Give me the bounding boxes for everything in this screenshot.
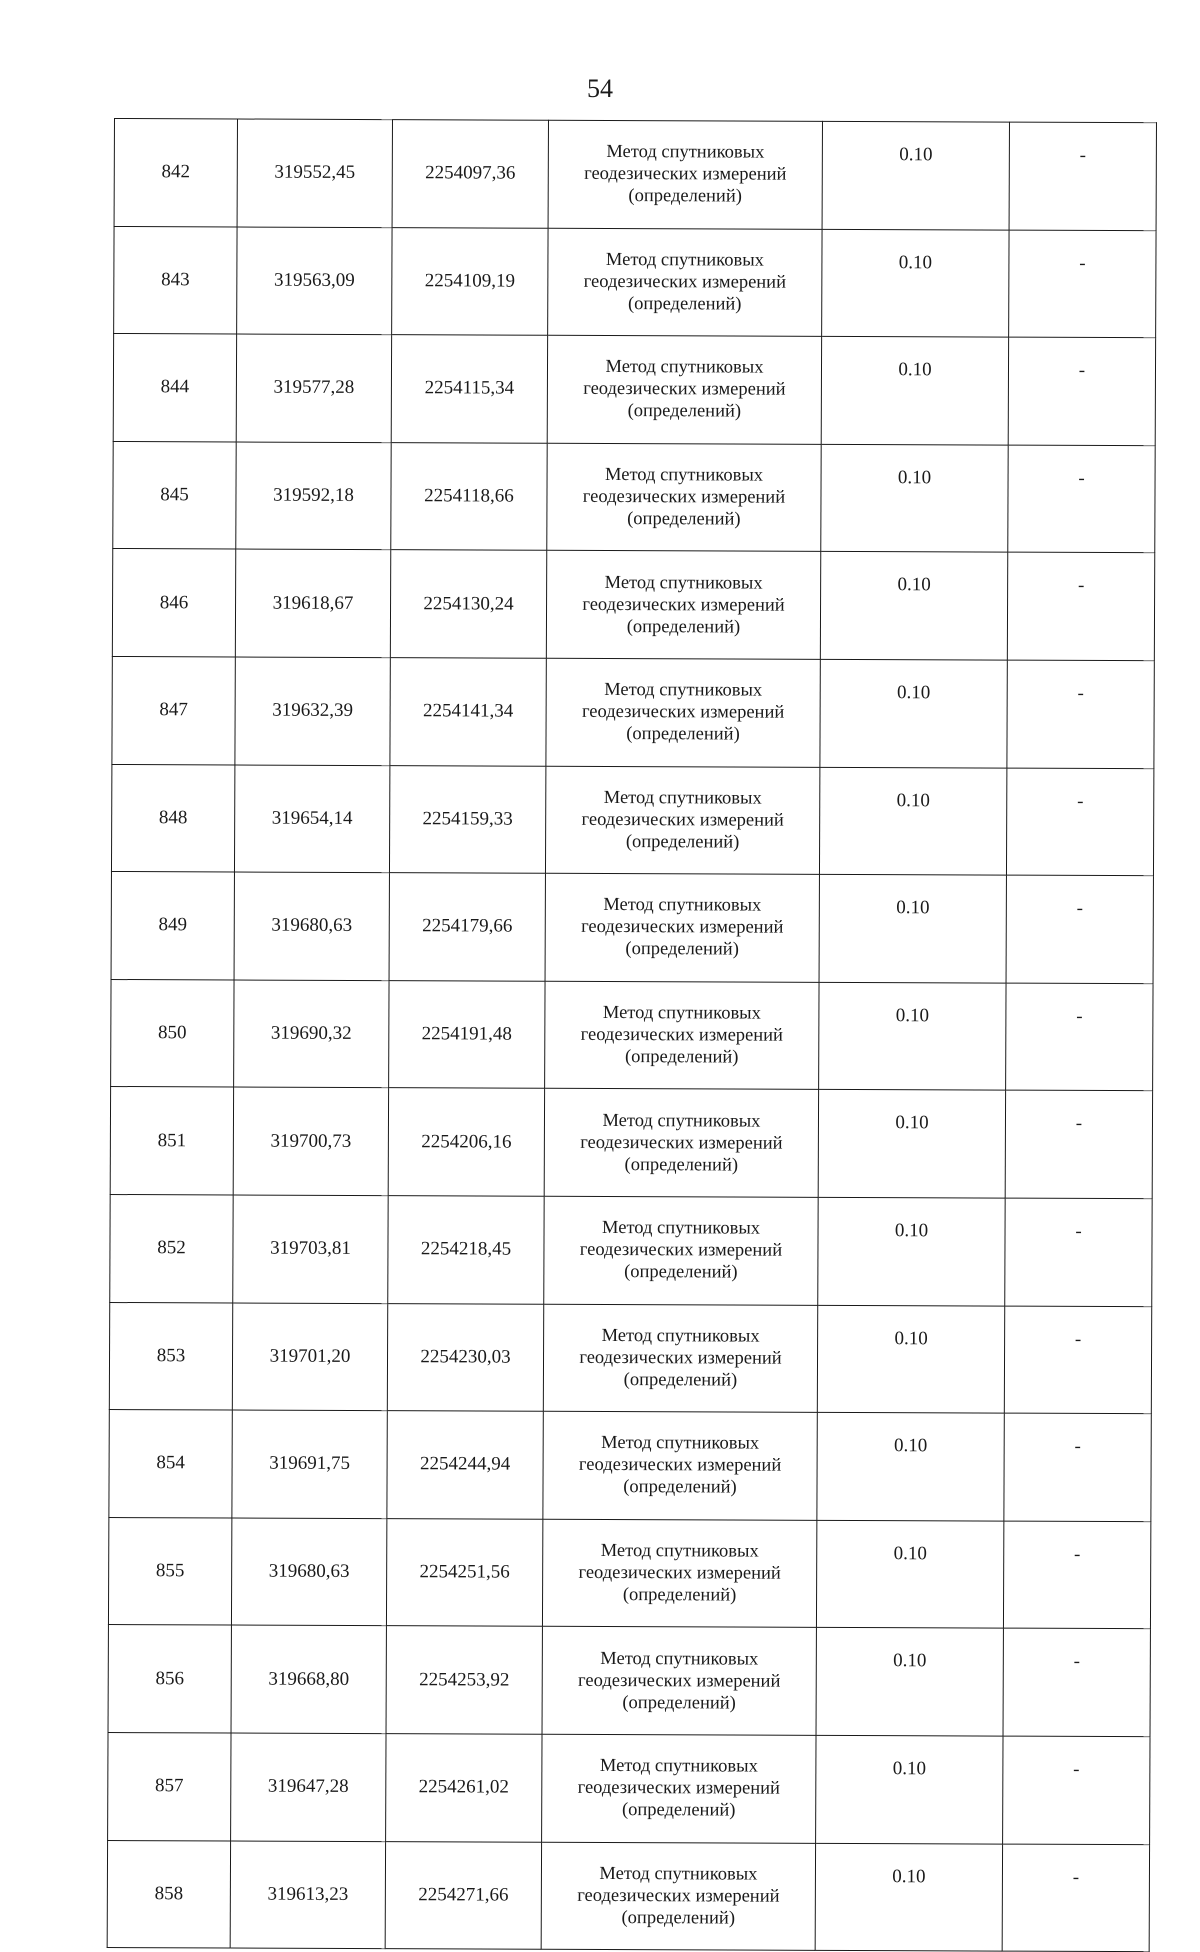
method-cell [546, 658, 820, 767]
y-coordinate-cell: 2254141,34 [390, 658, 546, 766]
x-coordinate-cell: 319691,75 [232, 1410, 387, 1518]
accuracy-cell: 0.10 [818, 1090, 1005, 1198]
method-line: геодезических измерений [583, 271, 787, 293]
method-line: геодезических измерений [581, 917, 784, 939]
accuracy-cell: 0.10 [820, 659, 1007, 767]
method-line: геодезических измерений [577, 1778, 780, 1799]
method-line: Метод спутниковых [600, 1540, 759, 1562]
point-number-cell: 858 [107, 1840, 230, 1948]
method-line: Метод спутниковых [605, 249, 764, 271]
method-cell [542, 1627, 816, 1736]
accuracy-cell: 0.10 [822, 229, 1009, 337]
accuracy-cell: 0.10 [819, 982, 1006, 1090]
point-number-cell: 856 [108, 1625, 231, 1733]
method-line: геодезических измерений [579, 1240, 783, 1261]
table-row [108, 1732, 1150, 1844]
method-line: (определений) [627, 401, 742, 423]
method-line: геодезических измерений [578, 1455, 782, 1477]
method-line: геодезических измерений [579, 1347, 782, 1369]
table-row [108, 1517, 1150, 1629]
note-cell: - [1006, 983, 1153, 1091]
x-coordinate-cell: 319552,45 [237, 119, 392, 227]
method-line: геодезических измерений [582, 486, 786, 508]
table-row [110, 1087, 1152, 1199]
method-cell [542, 1519, 816, 1628]
y-coordinate-cell: 2254115,34 [391, 335, 547, 443]
table-row [113, 441, 1155, 553]
table-row [109, 1302, 1151, 1414]
method-line: Метод спутниковых [603, 895, 762, 917]
method-line: Метод спутниковых [602, 1218, 761, 1239]
note-cell: - [1008, 337, 1155, 445]
y-coordinate-cell: 2254130,24 [390, 550, 546, 658]
method-line: Метод спутниковых [602, 1003, 761, 1024]
note-cell: - [1003, 1628, 1150, 1736]
method-line: Метод спутниковых [599, 1863, 758, 1885]
table-row [112, 656, 1154, 768]
y-coordinate-cell: 2254191,48 [389, 980, 545, 1088]
table-row [107, 1840, 1149, 1952]
y-coordinate-cell: 2254244,94 [387, 1411, 543, 1519]
point-number-cell: 847 [112, 656, 235, 764]
note-cell: - [1005, 1198, 1152, 1306]
method-line: (определений) [622, 1692, 736, 1714]
method-cell [541, 1842, 815, 1951]
method-line: Метод спутниковых [600, 1648, 759, 1670]
method-line: Метод спутниковых [604, 572, 763, 594]
x-coordinate-cell: 319563,09 [237, 227, 392, 335]
accuracy-cell: 0.10 [816, 1628, 1003, 1736]
coordinates-table [107, 118, 1157, 1952]
method-cell [544, 1196, 818, 1305]
method-line: Метод спутниковых [606, 142, 765, 163]
method-line: Метод спутниковых [605, 465, 764, 486]
table-row [109, 1410, 1151, 1522]
note-cell: - [1009, 230, 1156, 338]
method-line: (определений) [623, 1477, 737, 1498]
table-row [110, 1194, 1152, 1306]
method-line: геодезических измерений [580, 1132, 783, 1154]
point-number-cell: 852 [110, 1194, 233, 1302]
point-number-cell: 849 [111, 872, 234, 980]
point-number-cell: 848 [111, 764, 234, 872]
point-number-cell: 846 [112, 549, 235, 657]
method-cell [544, 1089, 818, 1198]
method-cell [546, 551, 820, 660]
accuracy-cell: 0.10 [820, 552, 1007, 660]
point-number-cell: 845 [113, 441, 236, 549]
table-row [114, 119, 1156, 231]
x-coordinate-cell: 319703,81 [233, 1195, 388, 1303]
table-row [111, 764, 1153, 876]
point-number-cell: 857 [108, 1732, 231, 1840]
x-coordinate-cell: 319700,73 [233, 1087, 388, 1195]
method-cell [542, 1734, 816, 1843]
point-number-cell: 853 [109, 1302, 232, 1410]
method-line: Метод спутниковых [601, 1433, 760, 1455]
x-coordinate-cell: 319647,28 [231, 1733, 386, 1841]
method-line: (определений) [627, 509, 741, 530]
x-coordinate-cell: 319668,80 [231, 1625, 386, 1733]
method-line: Метод спутниковых [601, 1325, 760, 1347]
x-coordinate-cell: 319680,63 [231, 1518, 386, 1626]
point-number-cell: 855 [108, 1517, 231, 1625]
y-coordinate-cell: 2254206,16 [388, 1088, 544, 1196]
y-coordinate-cell: 2254118,66 [391, 442, 547, 550]
method-cell [545, 981, 819, 1090]
table-row [113, 334, 1155, 446]
note-cell: - [1007, 552, 1154, 660]
method-line: Метод спутниковых [599, 1756, 758, 1777]
method-line: (определений) [621, 1907, 736, 1929]
accuracy-cell: 0.10 [821, 337, 1008, 445]
point-number-cell: 843 [114, 226, 237, 334]
note-cell: - [1005, 1090, 1152, 1198]
x-coordinate-cell: 319654,14 [234, 765, 389, 873]
x-coordinate-cell: 319701,20 [232, 1303, 387, 1411]
method-line: (определений) [625, 939, 739, 960]
note-cell: - [1004, 1306, 1151, 1414]
method-line: (определений) [628, 186, 742, 207]
method-line: (определений) [624, 1262, 738, 1283]
table-row [111, 979, 1153, 1091]
accuracy-cell: 0.10 [817, 1305, 1004, 1413]
x-coordinate-cell: 319632,39 [235, 657, 390, 765]
accuracy-cell: 0.10 [818, 1197, 1005, 1305]
accuracy-cell: 0.10 [817, 1412, 1004, 1520]
method-line: (определений) [624, 1047, 739, 1068]
method-line: геодезических измерений [580, 1024, 784, 1046]
note-cell: - [1002, 1844, 1149, 1952]
method-line: (определений) [621, 1800, 736, 1821]
method-line: (определений) [625, 831, 740, 853]
method-line: геодезических измерений [581, 809, 784, 831]
method-line: (определений) [622, 1585, 737, 1606]
method-line: (определений) [624, 1154, 739, 1176]
method-line: Метод спутниковых [603, 787, 762, 809]
note-cell: - [1007, 660, 1154, 768]
x-coordinate-cell: 319680,63 [234, 872, 389, 980]
method-cell [545, 873, 819, 982]
method-line: (определений) [626, 724, 740, 745]
note-cell: - [1006, 875, 1153, 983]
x-coordinate-cell: 319618,67 [235, 549, 390, 657]
method-line: геодезических измерений [584, 164, 787, 185]
method-line: Метод спутниковых [604, 680, 763, 701]
accuracy-cell: 0.10 [819, 874, 1006, 982]
method-cell [543, 1304, 817, 1413]
y-coordinate-cell: 2254179,66 [389, 873, 545, 981]
y-coordinate-cell: 2254271,66 [385, 1841, 541, 1949]
accuracy-cell: 0.10 [816, 1520, 1003, 1628]
note-cell: - [1003, 1521, 1150, 1629]
table-body [107, 119, 1156, 1952]
method-line: геодезических измерений [577, 1885, 780, 1907]
x-coordinate-cell: 319613,23 [230, 1840, 385, 1948]
table-row [108, 1625, 1150, 1737]
point-number-cell: 842 [114, 119, 237, 227]
method-line: (определений) [623, 1369, 738, 1391]
note-cell: - [1008, 445, 1155, 553]
note-cell: - [1006, 768, 1153, 876]
y-coordinate-cell: 2254218,45 [388, 1196, 544, 1304]
point-number-cell: 854 [109, 1410, 232, 1518]
table-row [112, 549, 1154, 661]
point-number-cell: 851 [110, 1087, 233, 1195]
method-line: (определений) [626, 616, 741, 638]
method-cell [547, 443, 821, 552]
x-coordinate-cell: 319592,18 [236, 442, 391, 550]
accuracy-cell: 0.10 [822, 121, 1009, 229]
accuracy-cell: 0.10 [816, 1735, 1003, 1843]
y-coordinate-cell: 2254253,92 [386, 1626, 542, 1734]
accuracy-cell: 0.10 [821, 444, 1008, 552]
method-line: геодезических измерений [578, 1562, 781, 1584]
y-coordinate-cell: 2254159,33 [389, 765, 545, 873]
x-coordinate-cell: 319577,28 [236, 334, 391, 442]
method-line: геодезических измерений [583, 379, 786, 401]
y-coordinate-cell: 2254230,03 [387, 1303, 543, 1411]
accuracy-cell: 0.10 [815, 1843, 1002, 1951]
method-line: Метод спутниковых [602, 1110, 761, 1132]
method-line: (определений) [627, 293, 742, 315]
y-coordinate-cell: 2254251,56 [386, 1518, 542, 1626]
x-coordinate-cell: 319690,32 [234, 980, 389, 1088]
accuracy-cell: 0.10 [819, 767, 1006, 875]
method-line: геодезических измерений [578, 1670, 781, 1692]
method-cell [543, 1411, 817, 1520]
method-line: геодезических измерений [581, 702, 785, 723]
method-cell [547, 335, 821, 444]
method-line: геодезических измерений [582, 594, 785, 616]
method-line: Метод спутниковых [605, 357, 764, 379]
note-cell: - [1009, 122, 1156, 230]
point-number-cell: 850 [111, 979, 234, 1087]
y-coordinate-cell: 2254261,02 [386, 1734, 542, 1842]
note-cell: - [1004, 1413, 1151, 1521]
y-coordinate-cell: 2254109,19 [392, 227, 548, 335]
method-cell [548, 228, 822, 337]
note-cell: - [1003, 1736, 1150, 1844]
page-number: 54 [587, 74, 613, 103]
method-cell [545, 766, 819, 875]
method-cell [548, 120, 822, 229]
table-row [111, 872, 1153, 984]
point-number-cell: 844 [113, 334, 236, 442]
table-row [114, 226, 1156, 338]
y-coordinate-cell: 2254097,36 [392, 120, 548, 228]
